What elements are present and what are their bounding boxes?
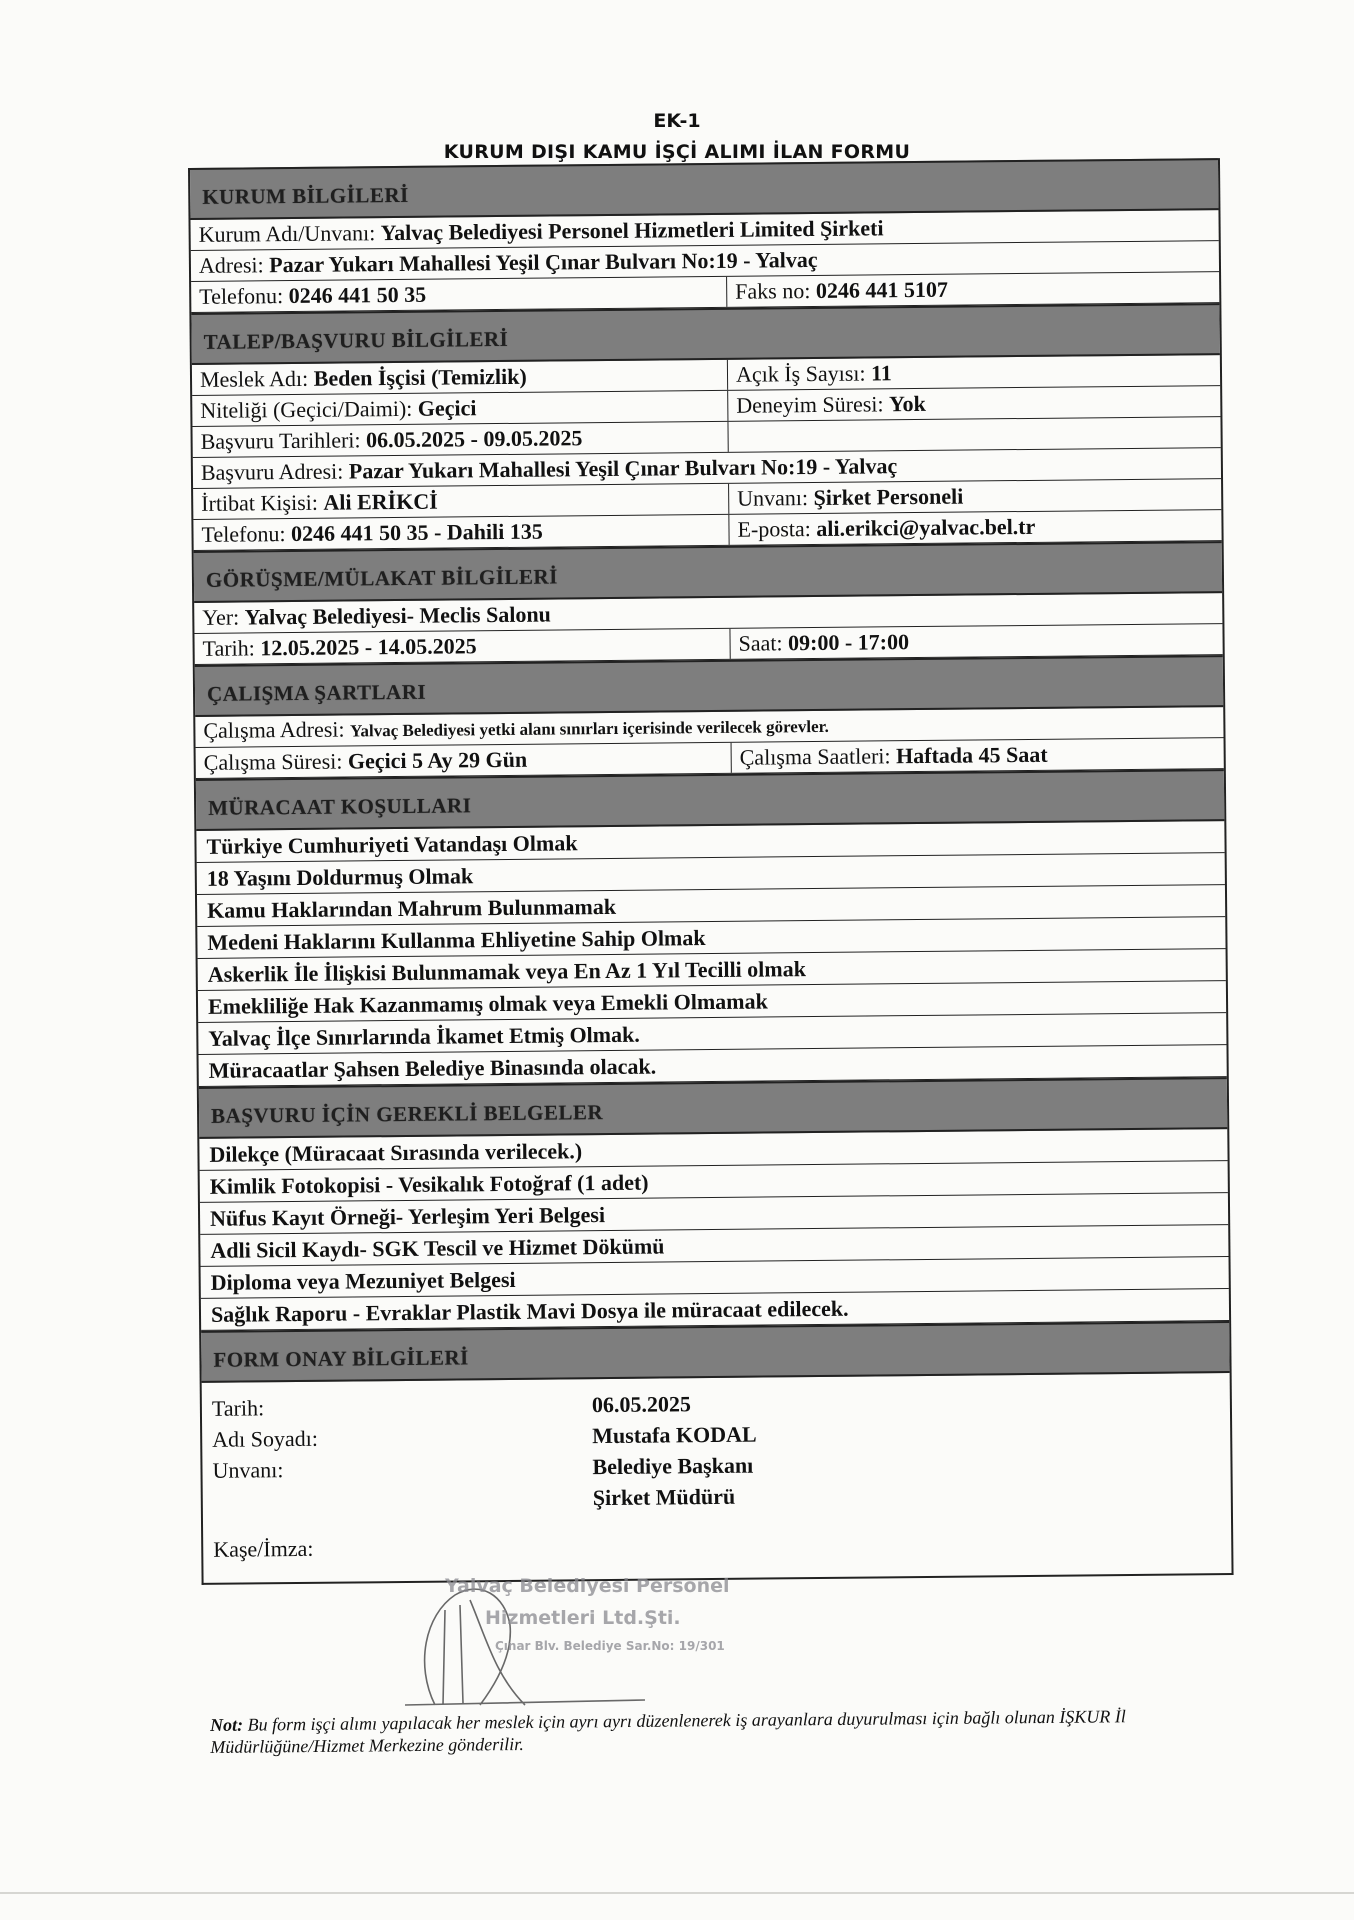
deneyim-label: Deneyim Süresi:	[736, 391, 884, 418]
list-item: Dilekçe (Müracaat Sırasında verilecek.)	[199, 1129, 1227, 1171]
kurum-adi-label: Kurum Adı/Unvanı:	[198, 220, 376, 247]
acik-is-value: 11	[870, 360, 892, 386]
list-item: Medeni Haklarını Kullanma Ehliyetine Sahip Olmak	[197, 917, 1225, 959]
calisma-sure-value: Geçici 5 Ay 29 Gün	[347, 746, 528, 774]
basvuru-adres-value: Pazar Yukarı Mahallesi Yeşil Çınar Bulvarı No:19 - Yalvaç	[348, 453, 898, 484]
calisma-adres-value: Yalvaç Belediyesi yetki alanı sınırları içerisinde verilecek görevler.	[349, 716, 829, 741]
onay-tarih-label: Tarih:	[211, 1395, 265, 1421]
eposta-label: E-posta:	[737, 516, 811, 542]
deneyim-value: Yok	[888, 390, 926, 417]
kurum-telefon-value: 0246 441 50 35	[288, 281, 427, 309]
list-item: Türkiye Cumhuriyeti Vatandaşı Olmak	[196, 821, 1224, 863]
onay-ad-value: Mustafa KODAL	[592, 1421, 757, 1449]
page-bottom-edge	[0, 1892, 1354, 1894]
gorusme-saat-value: 09:00 - 17:00	[787, 629, 910, 656]
calisma-saat-value: Haftada 45 Saat	[895, 741, 1048, 769]
list-item: Emekliliğe Hak Kazanmamış olmak veya Emekli Olmamak	[198, 981, 1226, 1023]
stamp-line-2: Hizmetleri Ltd.Şti.	[485, 1607, 681, 1629]
gorusme-yer-value: Yalvaç Belediyesi- Meclis Salonu	[244, 601, 551, 630]
list-item: Kimlik Fotokopisi - Vesikalık Fotoğraf (1 adet)	[200, 1161, 1228, 1203]
list-item: Sağlık Raporu - Evraklar Plastik Mavi Dosya ile müracaat edilecek.	[201, 1289, 1229, 1331]
nitelik-value: Geçici	[417, 395, 477, 421]
form-title: KURUM DIŞI KAMU İŞÇİ ALIMI İLAN FORMU	[443, 141, 911, 163]
irtibat-telefon-value: 0246 441 50 35 - Dahili 135	[290, 518, 543, 547]
list-item: Diploma veya Mezuniyet Belgesi	[201, 1257, 1229, 1299]
note-label: Not:	[210, 1714, 244, 1735]
list-item: Nüfus Kayıt Örneği- Yerleşim Yeri Belgesi	[200, 1193, 1228, 1235]
row-kase-imza	[203, 1507, 1232, 1583]
section-belgeler-header: BAŞVURU İÇİN GEREKLİ BELGELER	[199, 1077, 1227, 1139]
calisma-adres-label: Çalışma Adresi:	[203, 716, 345, 743]
kurum-adi-value: Yalvaç Belediyesi Personel Hizmetleri Limited Şirketi	[380, 215, 884, 246]
calisma-saat-label: Çalışma Saatleri:	[739, 743, 891, 770]
onay-tarih-value: 06.05.2025	[591, 1391, 692, 1418]
kurum-adres-label: Adresi:	[198, 252, 264, 278]
footer-note	[210, 1704, 1210, 1758]
irtibat-unvan-label: Unvanı:	[737, 485, 809, 511]
onay-unvan-value-2: Şirket Müdürü	[592, 1483, 736, 1511]
kurum-faks-label: Faks no:	[735, 278, 811, 304]
stamp-line-3: Çınar Blv. Belediye Sar.No: 19/301	[495, 1639, 725, 1653]
note-text: Bu form işçi alımı yapılacak her meslek için ayrı ayrı düzenlenerek iş arayanlara duyurulması için bağlı olunan İŞKUR İl Müdürlüğüne/Hizmet Merkezine gönderilir.	[210, 1706, 1126, 1757]
nitelik-label: Niteliği (Geçici/Daimi):	[200, 395, 413, 423]
list-item: Kamu Haklarından Mahrum Bulunmamak	[197, 885, 1225, 927]
irtibat-value: Ali ERİKCİ	[323, 488, 438, 515]
list-item: 18 Yaşını Doldurmuş Olmak	[197, 853, 1225, 895]
section-kurum-header: KURUM BİLGİLERİ	[190, 158, 1218, 220]
meslek-value: Beden İşçisi (Temizlik)	[313, 363, 527, 391]
acik-is-label: Açık İş Sayısı:	[735, 360, 866, 387]
kurum-faks-value: 0246 441 5107	[815, 276, 949, 303]
section-calisma-header: ÇALIŞMA ŞARTLARI	[195, 655, 1223, 717]
eposta-value: ali.erikci@yalvac.bel.tr	[816, 513, 1036, 541]
list-item: Müracaatlar Şahsen Belediye Binasında olacak.	[199, 1045, 1227, 1087]
list-item: Askerlik İle İlişkisi Bulunmamak veya En Az 1 Yıl Tecilli olmak	[198, 949, 1226, 991]
gorusme-yer-label: Yer:	[202, 604, 240, 630]
gorusme-tarih-value: 12.05.2025 - 14.05.2025	[260, 633, 477, 661]
gorusme-saat-label: Saat:	[738, 630, 783, 656]
basvuru-tarih-value: 06.05.2025 - 09.05.2025	[365, 425, 583, 453]
gorusme-tarih-label: Tarih:	[202, 635, 255, 661]
onay-unvan-label: Unvanı:	[212, 1457, 284, 1483]
basvuru-tarih-label: Başvuru Tarihleri:	[200, 427, 361, 454]
section-gorusme-header: GÖRÜŞME/MÜLAKAT BİLGİLERİ	[194, 541, 1222, 603]
irtibat-unvan-value: Şirket Personeli	[813, 483, 964, 511]
calisma-sure-label: Çalışma Süresi:	[203, 748, 343, 775]
section-onay-header: FORM ONAY BİLGİLERİ	[201, 1321, 1229, 1383]
list-item: Yalvaç İlçe Sınırlarında İkamet Etmiş Olmak.	[198, 1013, 1226, 1055]
kase-imza-label: Kaşe/İmza:	[213, 1535, 314, 1562]
onay-ad-label: Adı Soyadı:	[212, 1425, 319, 1452]
basvuru-adres-label: Başvuru Adresi:	[200, 458, 344, 485]
kurum-adres-value: Pazar Yukarı Mahallesi Yeşil Çınar Bulvarı No:19 - Yalvaç	[269, 246, 818, 278]
form-code: EK-1	[653, 110, 701, 132]
meslek-label: Meslek Adı:	[199, 365, 309, 392]
section-talep-header: TALEP/BAŞVURU BİLGİLERİ	[191, 303, 1219, 365]
stamp-line-1: Yalvaç Belediyesi Personel	[445, 1575, 730, 1597]
section-muracaat-header: MÜRACAAT KOŞULLARI	[196, 769, 1224, 831]
announcement-form	[188, 158, 1234, 1585]
irtibat-label: İrtibat Kişisi:	[201, 489, 319, 516]
list-item: Adli Sicil Kaydı- SGK Tescil ve Hizmet Dökümü	[200, 1225, 1228, 1267]
kurum-telefon-label: Telefonu:	[199, 283, 284, 309]
irtibat-telefon-label: Telefonu:	[201, 521, 286, 547]
onay-unvan-value-1: Belediye Başkanı	[592, 1452, 754, 1480]
